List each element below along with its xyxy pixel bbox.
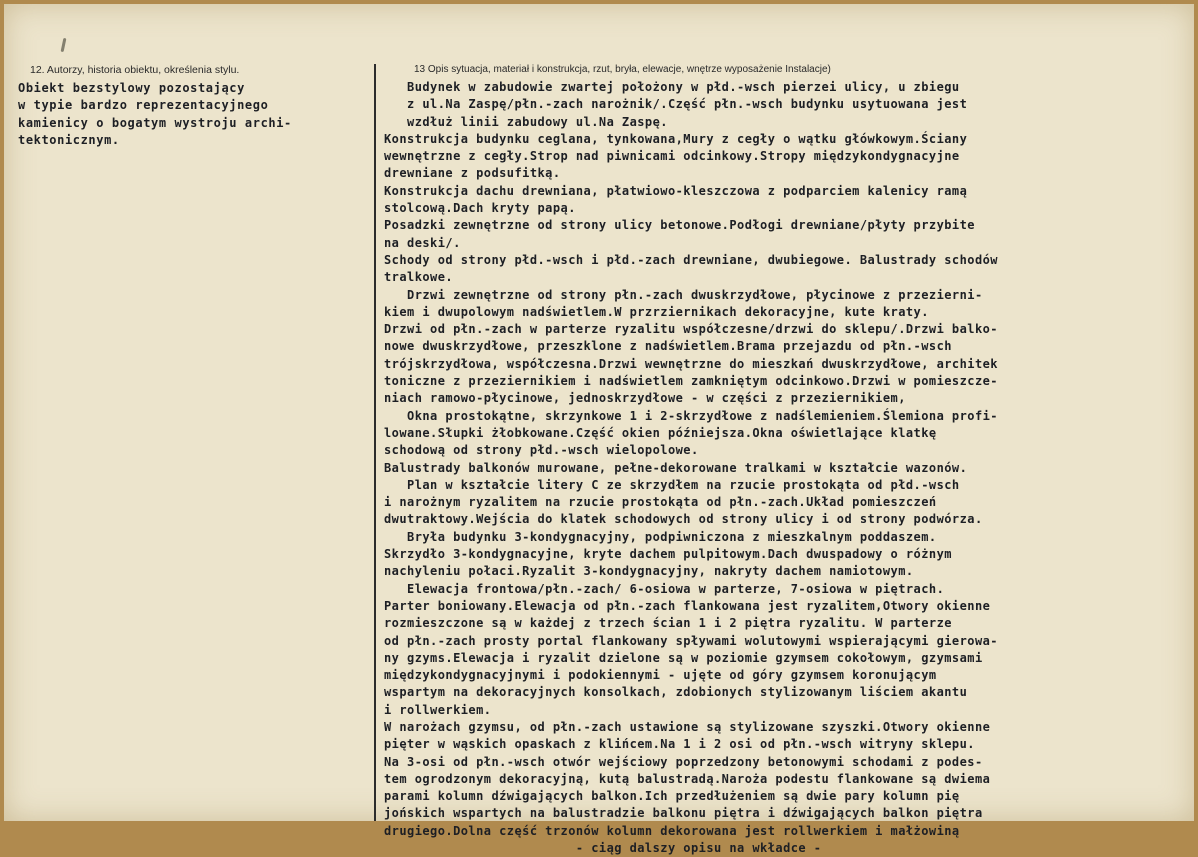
text-line: Konstrukcja dachu drewniana, płatwiowo-kleszczowa z podparciem kalenicy ramą	[384, 183, 968, 198]
pen-mark	[61, 38, 67, 52]
text-line: międzykondygnacyjnymi i podokiennymi - ujęte od góry gzymsem koronującym	[384, 668, 937, 683]
text-line: od płn.-zach prosty portal flankowany spływami wolutowymi wspierającymi gierowa-	[384, 633, 998, 648]
section-13-text	[384, 79, 1190, 857]
text-line: ny gzyms.Elewacja i ryzalit dzielone są w poziomie gzymsem cokołowym, gzymsami	[384, 650, 983, 665]
text-line: drugiego.Dolna część trzonów kolumn dekorowana jest rollwerkiem i małżowiną	[384, 823, 960, 838]
text-line: Bryła budynku 3-kondygnacyjny, podpiwniczona z mieszkalnym poddaszem.	[384, 529, 937, 544]
text-line: tralkowe.	[384, 270, 454, 285]
text-line: rozmieszczone są w każdej z trzech ścian 1 i 2 piętra ryzalitu. W parterze	[384, 616, 952, 631]
right-column	[384, 64, 1190, 857]
text-line: wspartym na dekoracyjnych konsolkach, zdobionych stylizowanym liściem akantu	[384, 685, 968, 700]
text-line: tem ogrodzonym dekoracyjną, kutą balustradą.Naroża podestu flankowane są dwiema	[384, 771, 991, 786]
text-line: nachyleniu połaci.Ryzalit 3-kondygnacyjny, nakryty dachem namiotowym.	[384, 564, 914, 579]
text-line: wzdłuż linii zabudowy ul.Na Zaspę.	[384, 114, 668, 129]
text-line: Plan w kształcie litery C ze skrzydłem na rzucie prostokąta od płd.-wsch	[384, 477, 960, 492]
text-line: W narożach gzymsu, od płn.-zach ustawione są stylizowane szyszki.Otwory okienne	[384, 719, 991, 734]
text-line: Na 3-osi od płn.-wsch otwór wejściowy poprzedzony betonowymi schodami z podes-	[384, 754, 983, 769]
text-line: jońskich wspartych na balustradzie balkonu piętra i dźwigających balkon piętra	[384, 806, 983, 821]
section-12-text	[18, 80, 368, 149]
text-line: Balustrady balkonów murowane, pełne-dekorowane tralkami w kształcie wazonów.	[384, 460, 968, 475]
text-line: wewnętrzne z cegły.Strop nad piwnicami odcinkowy.Stropy międzykondygnacyjne	[384, 149, 960, 164]
section-13-heading: 13 Opis sytuacja, materiał i konstrukcja, rzut, bryła, elewacje, wnętrze wyposażenie Instalacje)	[414, 64, 831, 75]
text-line: schodową od strony płd.-wsch wielopolowe.	[384, 443, 699, 458]
text-line: dwutraktowy.Wejścia do klatek schodowych od strony ulicy i od strony podwórza.	[384, 512, 983, 527]
text-line: i rollwerkiem.	[384, 702, 492, 717]
text-line: Budynek w zabudowie zwartej położony w płd.-wsch pierzei ulicy, u zbiegu	[384, 80, 960, 94]
text-line: Konstrukcja budynku ceglana, tynkowana,Mury z cegły o wątku główkowym.Ściany	[384, 131, 968, 146]
left-column	[18, 64, 368, 149]
text-line: Okna prostokątne, skrzynkowe 1 i 2-skrzydłowe z nadślemieniem.Ślemiona profi-	[384, 408, 998, 423]
text-line: Elewacja frontowa/płn.-zach/ 6-osiowa w parterze, 7-osiowa w piętrach.	[384, 581, 945, 596]
text-line: Drzwi od płn.-zach w parterze ryzalitu współczesne/drzwi do sklepu/.Drzwi balko-	[384, 322, 998, 337]
text-line: nowe dwuskrzydłowe, przeszklone z nadświetlem.Brama przejazdu od płn.-wsch	[384, 339, 952, 354]
text-line: i narożnym ryzalitem na rzucie prostokąta od płn.-zach.Układ pomieszczeń	[384, 495, 937, 510]
text-line: lowane.Słupki żłobkowane.Część okien późniejsza.Okna oświetlające klatkę	[384, 425, 937, 440]
text-line: tektonicznym.	[18, 132, 120, 147]
text-line: kamienicy o bogatym wystroju archi-	[18, 115, 292, 130]
text-line: drewniane z podsufitką.	[384, 166, 561, 181]
text-line: toniczne z przeziernikiem i nadświetlem zamkniętym odcinkowo.Drzwi w pomieszcze-	[384, 374, 998, 389]
text-line: Drzwi zewnętrzne od strony płn.-zach dwuskrzydłowe, płycinowe z przezierni-	[384, 287, 983, 302]
text-line: Parter boniowany.Elewacja od płn.-zach flankowana jest ryzalitem,Otwory okienne	[384, 598, 991, 613]
text-line: trójskrzydłowa, współczesna.Drzwi wewnętrzne do mieszkań dwuskrzydłowe, architek	[384, 356, 998, 371]
text-line: Obiekt bezstylowy pozostający	[18, 81, 245, 95]
text-line: niach ramowo-płycinowe, jednoskrzydłowe - w części z przeziernikiem,	[384, 391, 906, 406]
text-line: - ciąg dalszy opisu na wkładce -	[384, 841, 822, 856]
text-line: stolcową.Dach kryty papą.	[384, 201, 576, 216]
text-line: pięter w wąskich opaskach z klińcem.Na 1 i 2 osi od płn.-wsch witryny sklepu.	[384, 737, 975, 752]
column-divider	[374, 64, 376, 821]
text-line: w typie bardzo reprezentacyjnego	[18, 98, 269, 113]
text-line: kiem i dwupolowym nadświetlem.W przrziernikach dekoracyjne, kute kraty.	[384, 304, 929, 319]
record-sheet	[4, 4, 1194, 856]
text-line: z ul.Na Zaspę/płn.-zach narożnik/.Część płn.-wsch budynku usytuowana jest	[384, 97, 968, 112]
text-line: na deski/.	[384, 235, 461, 250]
section-12-heading: 12. Autorzy, historia obiektu, określenia stylu.	[30, 64, 240, 76]
text-line: parami kolumn dźwigających balkon.Ich przedłużeniem są dwie pary kolumn pię	[384, 789, 960, 804]
text-line: Schody od strony płd.-wsch i płd.-zach drewniane, dwubiegowe. Balustrady schodów	[384, 252, 998, 267]
text-line: Posadzki zewnętrzne od strony ulicy betonowe.Podłogi drewniane/płyty przybite	[384, 218, 975, 233]
text-line: Skrzydło 3-kondygnacyjne, kryte dachem pulpitowym.Dach dwuspadowy o różnym	[384, 547, 952, 562]
